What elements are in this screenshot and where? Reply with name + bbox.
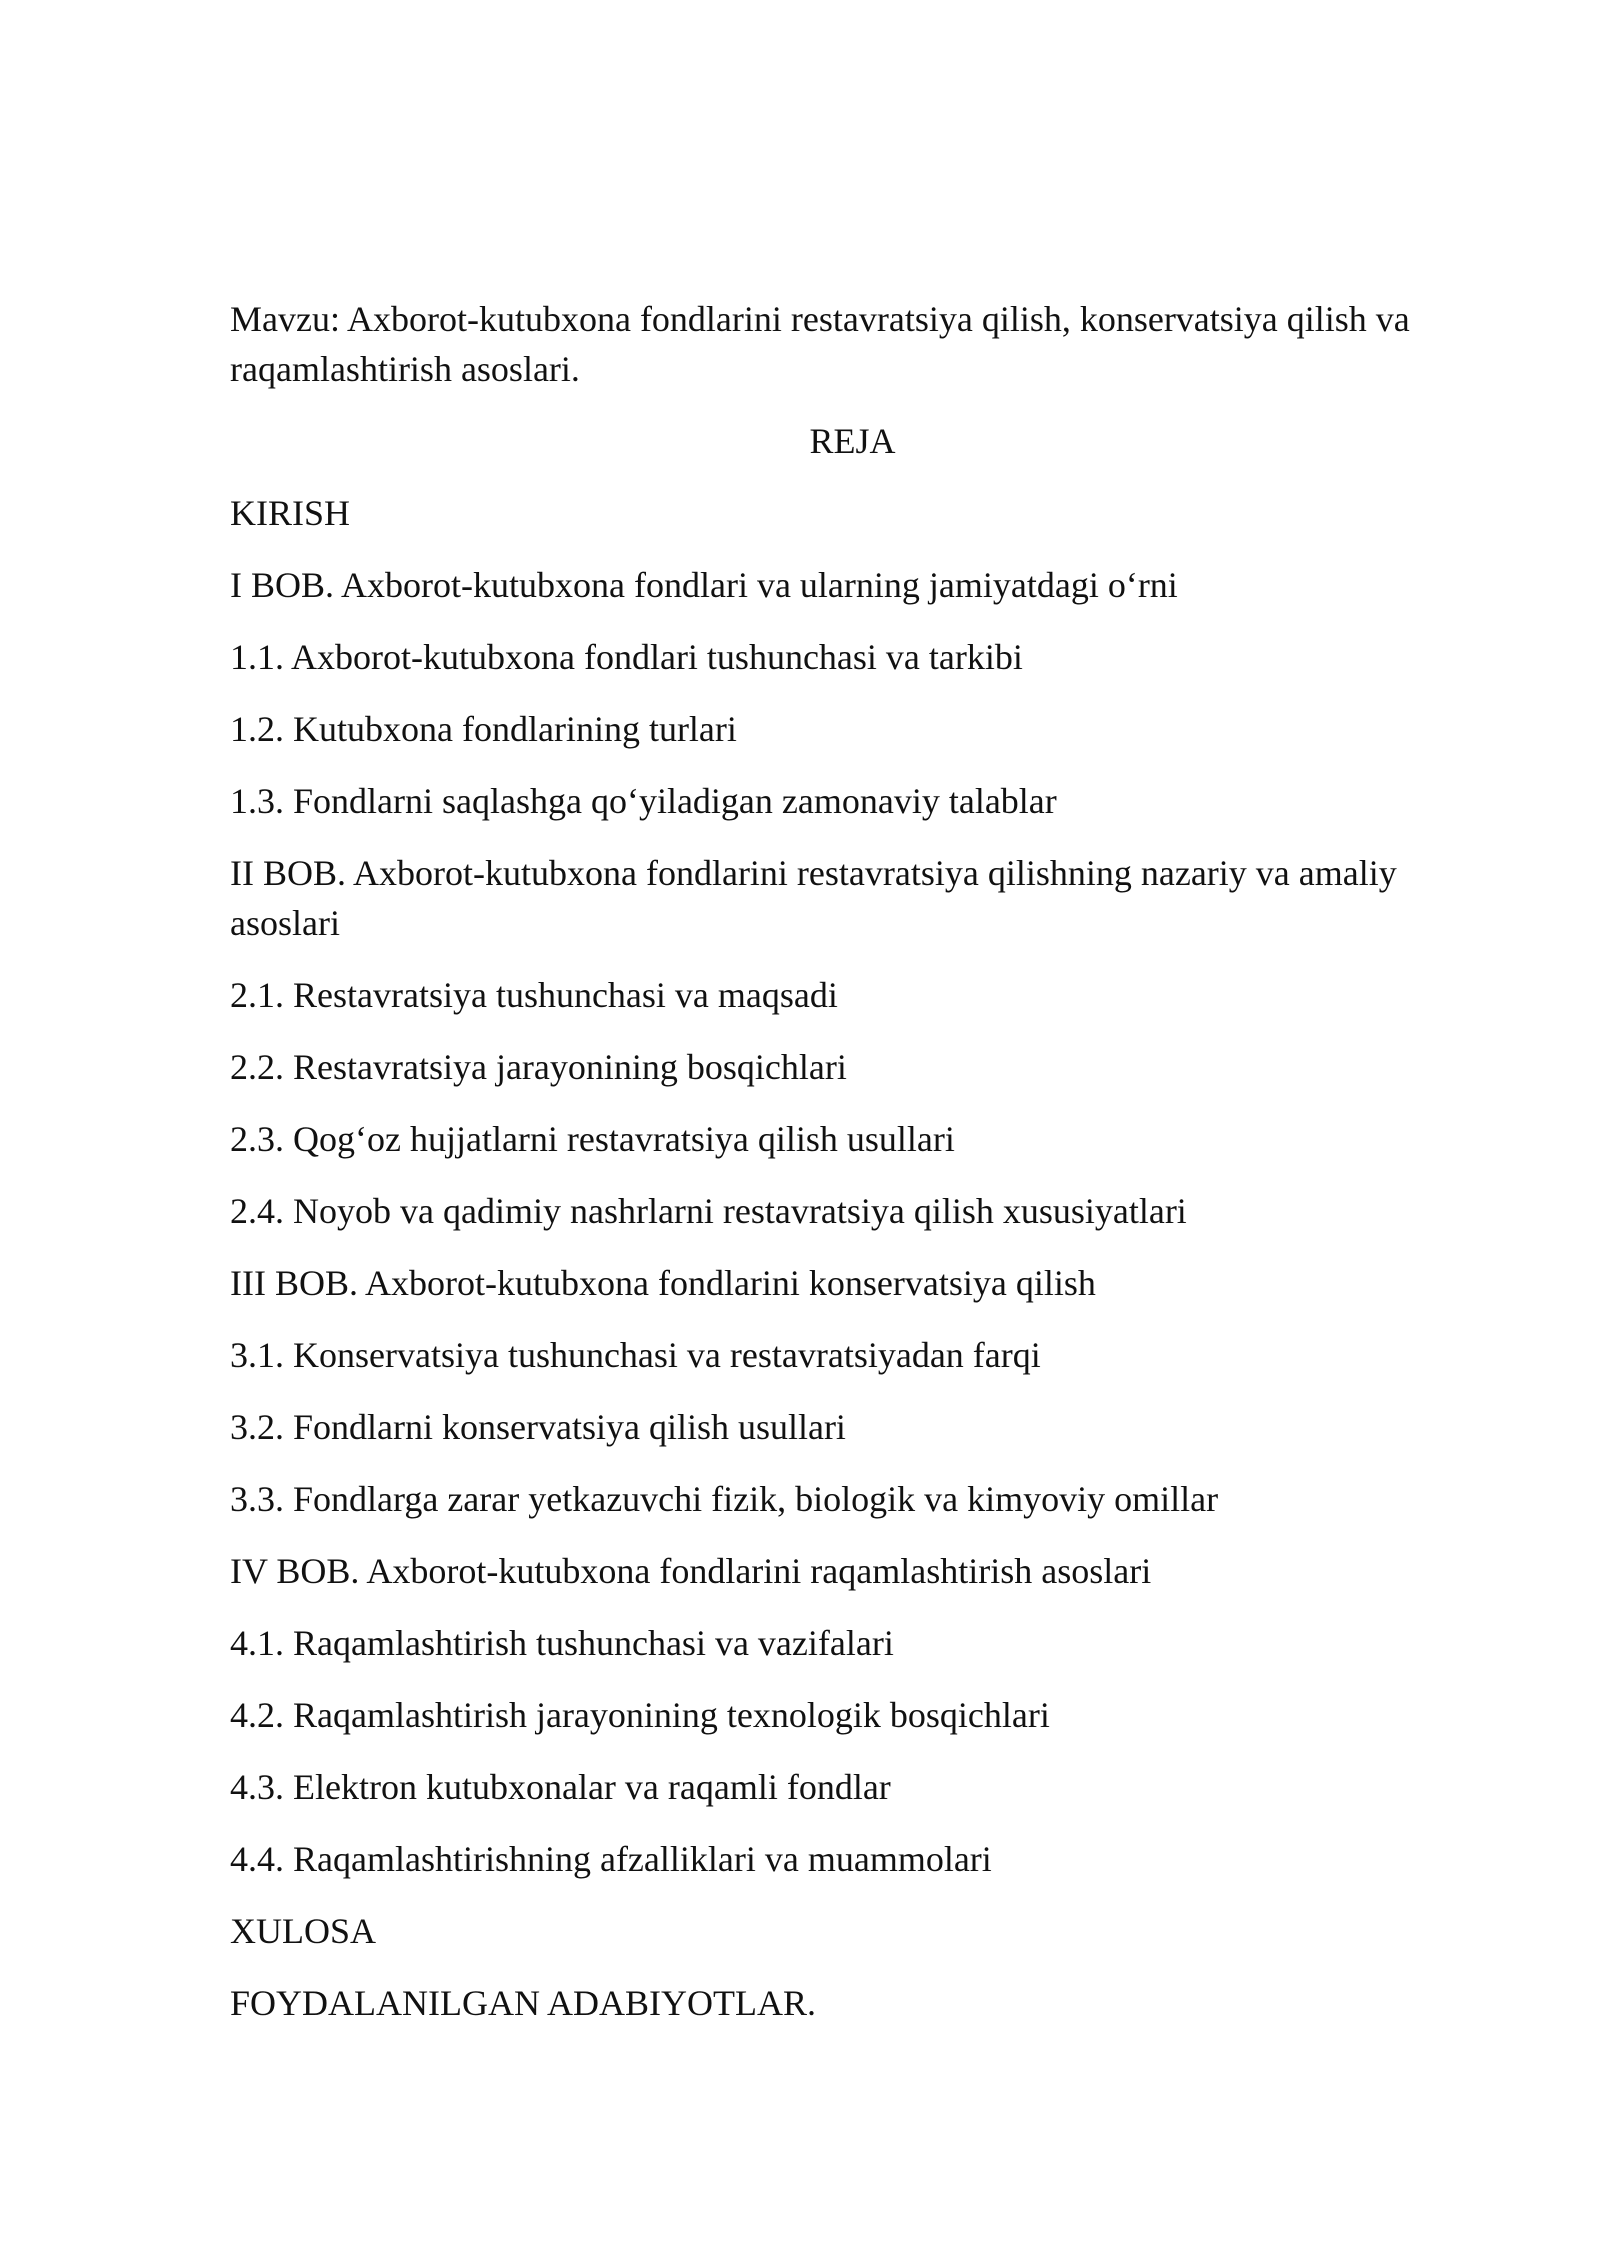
toc-item: 2.2. Restavratsiya jarayonining bosqichlari xyxy=(230,1047,847,1087)
topic-title: Mavzu: Axborot-kutubxona fondlarini restavratsiya qilish, konservatsiya qilish va raqamlashtirish asoslari. xyxy=(230,299,1410,389)
toc-item: 1.2. Kutubxona fondlarining turlari xyxy=(230,709,737,749)
toc-item: 4.1. Raqamlashtirish tushunchasi va vazifalari xyxy=(230,1623,894,1663)
toc-item: 4.4. Raqamlashtirishning afzalliklari va muammolari xyxy=(230,1839,992,1879)
table-of-contents xyxy=(230,488,1475,2028)
toc-item: XULOSA xyxy=(230,1911,377,1951)
toc-item: KIRISH xyxy=(230,493,351,533)
toc-item: 3.2. Fondlarni konservatsiya qilish usullari xyxy=(230,1407,846,1447)
plan-heading: REJA xyxy=(809,421,896,461)
toc-item: 3.3. Fondlarga zarar yetkazuvchi fizik, biologik va kimyoviy omillar xyxy=(230,1479,1219,1519)
toc-item: 2.1. Restavratsiya tushunchasi va maqsadi xyxy=(230,975,838,1015)
toc-item: III BOB. Axborot-kutubxona fondlarini konservatsiya qilish xyxy=(230,1263,1096,1303)
toc-item: 1.1. Axborot-kutubxona fondlari tushunchasi va tarkibi xyxy=(230,637,1023,677)
toc-item: 2.3. Qog‘oz hujjatlarni restavratsiya qilish usullari xyxy=(230,1119,955,1159)
toc-item: I BOB. Axborot-kutubxona fondlari va ularning jamiyatdagi o‘rni xyxy=(230,565,1178,605)
toc-item: IV BOB. Axborot-kutubxona fondlarini raqamlashtirish asoslari xyxy=(230,1551,1152,1591)
toc-item: 2.4. Noyob va qadimiy nashrlarni restavratsiya qilish xususiyatlari xyxy=(230,1191,1187,1231)
toc-item: II BOB. Axborot-kutubxona fondlarini restavratsiya qilishning nazariy va amaliy asoslari xyxy=(230,853,1397,943)
toc-item: 4.2. Raqamlashtirish jarayonining texnologik bosqichlari xyxy=(230,1695,1050,1735)
toc-item: 1.3. Fondlarni saqlashga qo‘yiladigan zamonaviy talablar xyxy=(230,781,1057,821)
toc-item: 3.1. Konservatsiya tushunchasi va restavratsiyadan farqi xyxy=(230,1335,1041,1375)
toc-item: FOYDALANILGAN ADABIYOTLAR. xyxy=(230,1983,816,2023)
document-content xyxy=(230,294,1475,2028)
toc-item: 4.3. Elektron kutubxonalar va raqamli fondlar xyxy=(230,1767,891,1807)
